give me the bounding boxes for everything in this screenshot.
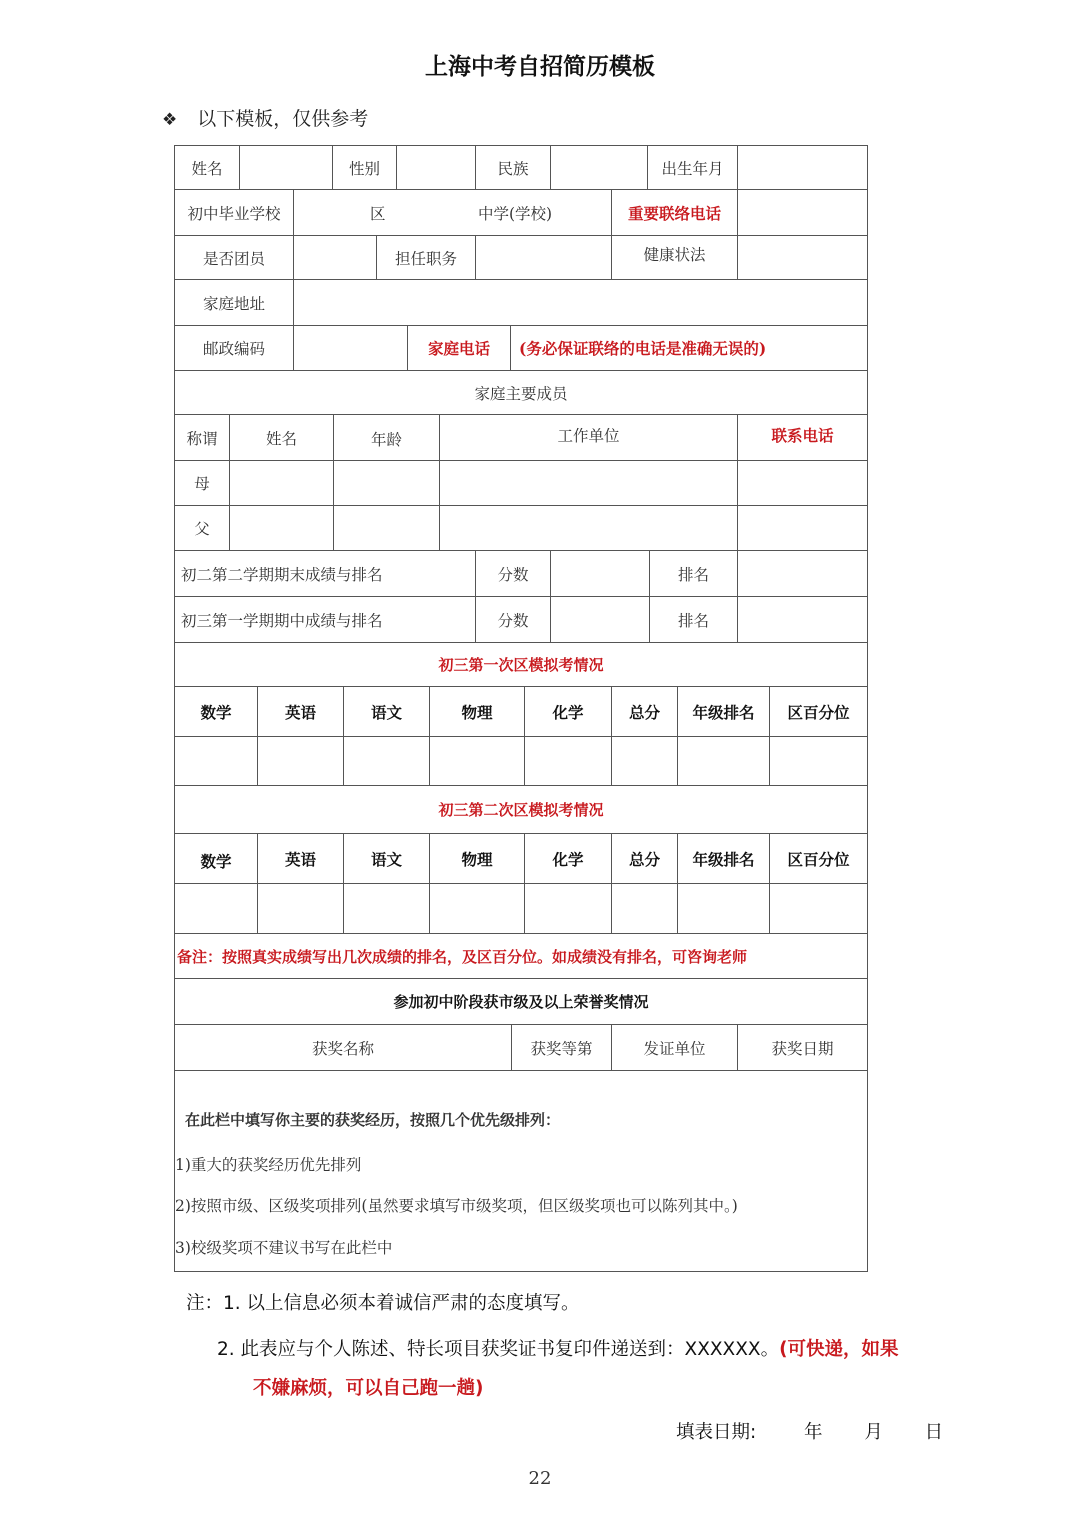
mock2-chemistry-field[interactable] [524, 883, 612, 934]
mock2-col-total: 总分 [611, 833, 678, 884]
field-league[interactable] [293, 235, 377, 280]
mock1-col-total: 总分 [611, 686, 678, 737]
awards-item-1: 1)重大的获奖经历优先排列 [175, 1156, 362, 1174]
label-birth: 出生年月 [647, 145, 738, 190]
label-position: 担任职务 [376, 235, 476, 280]
note-2 [217, 1335, 899, 1361]
father-age-field[interactable] [333, 505, 440, 551]
mock1-col-math: 数学 [174, 686, 258, 737]
mock1-col-physics: 物理 [429, 686, 525, 737]
mock2-col-physics: 物理 [429, 833, 525, 884]
field-address[interactable] [293, 279, 868, 326]
page-title: 上海中考自招简历模板 [425, 54, 655, 80]
mock1-total-field[interactable] [611, 736, 678, 786]
field-health[interactable] [737, 235, 868, 280]
mock1-col-english: 英语 [257, 686, 344, 737]
col-age: 年龄 [333, 414, 440, 461]
col-member-name: 姓名 [229, 414, 334, 461]
mother-work-field[interactable] [439, 460, 738, 506]
grade-row2-score-label: 分数 [475, 596, 551, 643]
date-year: 年 [804, 1422, 823, 1443]
grade-row1-rank-field[interactable] [737, 550, 868, 597]
mother-name-field[interactable] [229, 460, 334, 506]
field-gender[interactable] [396, 145, 476, 190]
grade-row2-rank-field[interactable] [737, 596, 868, 643]
mock1-col-chinese: 语文 [343, 686, 430, 737]
mock2-math-field[interactable] [174, 883, 258, 934]
note-2-text: 2. 此表应与个人陈述、特长项目获奖证书复印件递送到：XXXXXX。 [217, 1339, 780, 1360]
page-number: 22 [528, 1468, 552, 1489]
date-label: 填表日期: [676, 1422, 757, 1443]
mock2-col-chemistry: 化学 [524, 833, 612, 884]
awards-item-3: 3)校级奖项不建议书写在此栏中 [175, 1239, 393, 1257]
grade-row1-score-field[interactable] [550, 550, 650, 597]
mock2-percentile-field[interactable] [769, 883, 868, 934]
col-award-issuer: 发证单位 [611, 1024, 738, 1071]
grade-row1-score-label: 分数 [475, 550, 551, 597]
label-gender: 性别 [332, 145, 397, 190]
note-2-red-b: 不嫌麻烦，可以自己跑一趟) [253, 1378, 484, 1399]
label-health: 健康状法 [611, 235, 738, 280]
mock1-col-grade-rank: 年级排名 [677, 686, 770, 737]
fill-date [676, 1418, 943, 1444]
mock2-total-field[interactable] [611, 883, 678, 934]
grade-row2-score-field[interactable] [550, 596, 650, 643]
remark: 备注：按照真实成绩写出几次成绩的排名，及区百分位。如成绩没有排名，可咨询老师 [174, 933, 868, 979]
awards-instruction: 在此栏中填写你主要的获奖经历，按照几个优先级排列： [185, 1111, 561, 1129]
date-month: 月 [864, 1422, 883, 1443]
label-home-phone: 家庭电话 [407, 325, 511, 371]
mock1-col-chemistry: 化学 [524, 686, 612, 737]
label-postcode: 邮政编码 [174, 325, 294, 371]
mock2-col-percentile: 区百分位 [769, 833, 868, 884]
family-header: 家庭主要成员 [174, 370, 868, 415]
mock2-english-field[interactable] [257, 883, 344, 934]
father-work-field[interactable] [439, 505, 738, 551]
mother-phone-field[interactable] [737, 460, 868, 506]
mock2-title: 初三第二次区模拟考情况 [174, 785, 868, 834]
middle-school-text: 中学(学校) [478, 204, 553, 223]
note-2-red-a: (可快递，如果 [779, 1339, 899, 1360]
district-text: 区 [370, 204, 386, 223]
field-ethnicity[interactable] [550, 145, 648, 190]
mother-age-field[interactable] [333, 460, 440, 506]
mock2-col-chinese: 语文 [343, 833, 430, 884]
label-league: 是否团员 [174, 235, 294, 280]
mock1-title: 初三第一次区模拟考情况 [174, 642, 868, 687]
label-address: 家庭地址 [174, 279, 294, 326]
father-name-field[interactable] [229, 505, 334, 551]
intro-line [162, 104, 368, 131]
label-school: 初中毕业学校 [174, 189, 294, 236]
relation-father: 父 [174, 505, 230, 551]
mock1-chinese-field[interactable] [343, 736, 430, 786]
grade-row2-label: 初三第一学期期中成绩与排名 [174, 596, 476, 643]
col-phone: 联系电话 [737, 414, 868, 461]
mock1-english-field[interactable] [257, 736, 344, 786]
field-birth[interactable] [737, 145, 868, 190]
col-relation: 称谓 [174, 414, 230, 461]
mock1-math-field[interactable] [174, 736, 258, 786]
mock2-col-grade-rank: 年级排名 [677, 833, 770, 884]
field-important-phone[interactable] [737, 189, 868, 236]
mock2-col-english: 英语 [257, 833, 344, 884]
grade-row1-label: 初二第二学期期末成绩与排名 [174, 550, 476, 597]
label-ethnicity: 民族 [475, 145, 551, 190]
awards-header: 参加初中阶段获市级及以上荣誉奖情况 [174, 978, 868, 1025]
col-work: 工作单位 [439, 414, 738, 461]
note-1: 注：1. 以上信息必须本着诚信严肃的态度填写。 [186, 1293, 580, 1314]
home-phone-note: (务必保证联络的电话是准确无误的) [510, 325, 868, 371]
mock1-percentile-field[interactable] [769, 736, 868, 786]
diamond-bullet-icon: ❖ [162, 110, 178, 130]
mock2-col-math: 数学 [174, 833, 258, 884]
mock2-chinese-field[interactable] [343, 883, 430, 934]
grade-row2-rank-label: 排名 [649, 596, 738, 643]
field-school[interactable] [293, 189, 612, 236]
label-name: 姓名 [174, 145, 240, 190]
date-day: 日 [924, 1422, 944, 1443]
mock1-chemistry-field[interactable] [524, 736, 612, 786]
awards-item-2: 2)按照市级、区级奖项排列(虽然要求填写市级奖项，但区级奖项也可以陈列其中。) [175, 1197, 738, 1215]
col-award-name: 获奖名称 [174, 1024, 512, 1071]
mock1-grade-rank-field[interactable] [677, 736, 770, 786]
relation-mother: 母 [174, 460, 230, 506]
awards-entry-area[interactable] [174, 1070, 868, 1272]
field-position[interactable] [475, 235, 612, 280]
col-award-date: 获奖日期 [737, 1024, 868, 1071]
mock1-col-percentile: 区百分位 [769, 686, 868, 737]
mock1-physics-field[interactable] [429, 736, 525, 786]
col-award-level: 获奖等第 [511, 1024, 612, 1071]
mock2-grade-rank-field[interactable] [677, 883, 770, 934]
label-important-phone: 重要联络电话 [611, 189, 738, 236]
field-name[interactable] [239, 145, 333, 190]
field-postcode[interactable] [293, 325, 408, 371]
intro-text: 以下模板，仅供参考 [197, 108, 369, 130]
grade-row1-rank-label: 排名 [649, 550, 738, 597]
mock2-physics-field[interactable] [429, 883, 525, 934]
father-phone-field[interactable] [737, 505, 868, 551]
